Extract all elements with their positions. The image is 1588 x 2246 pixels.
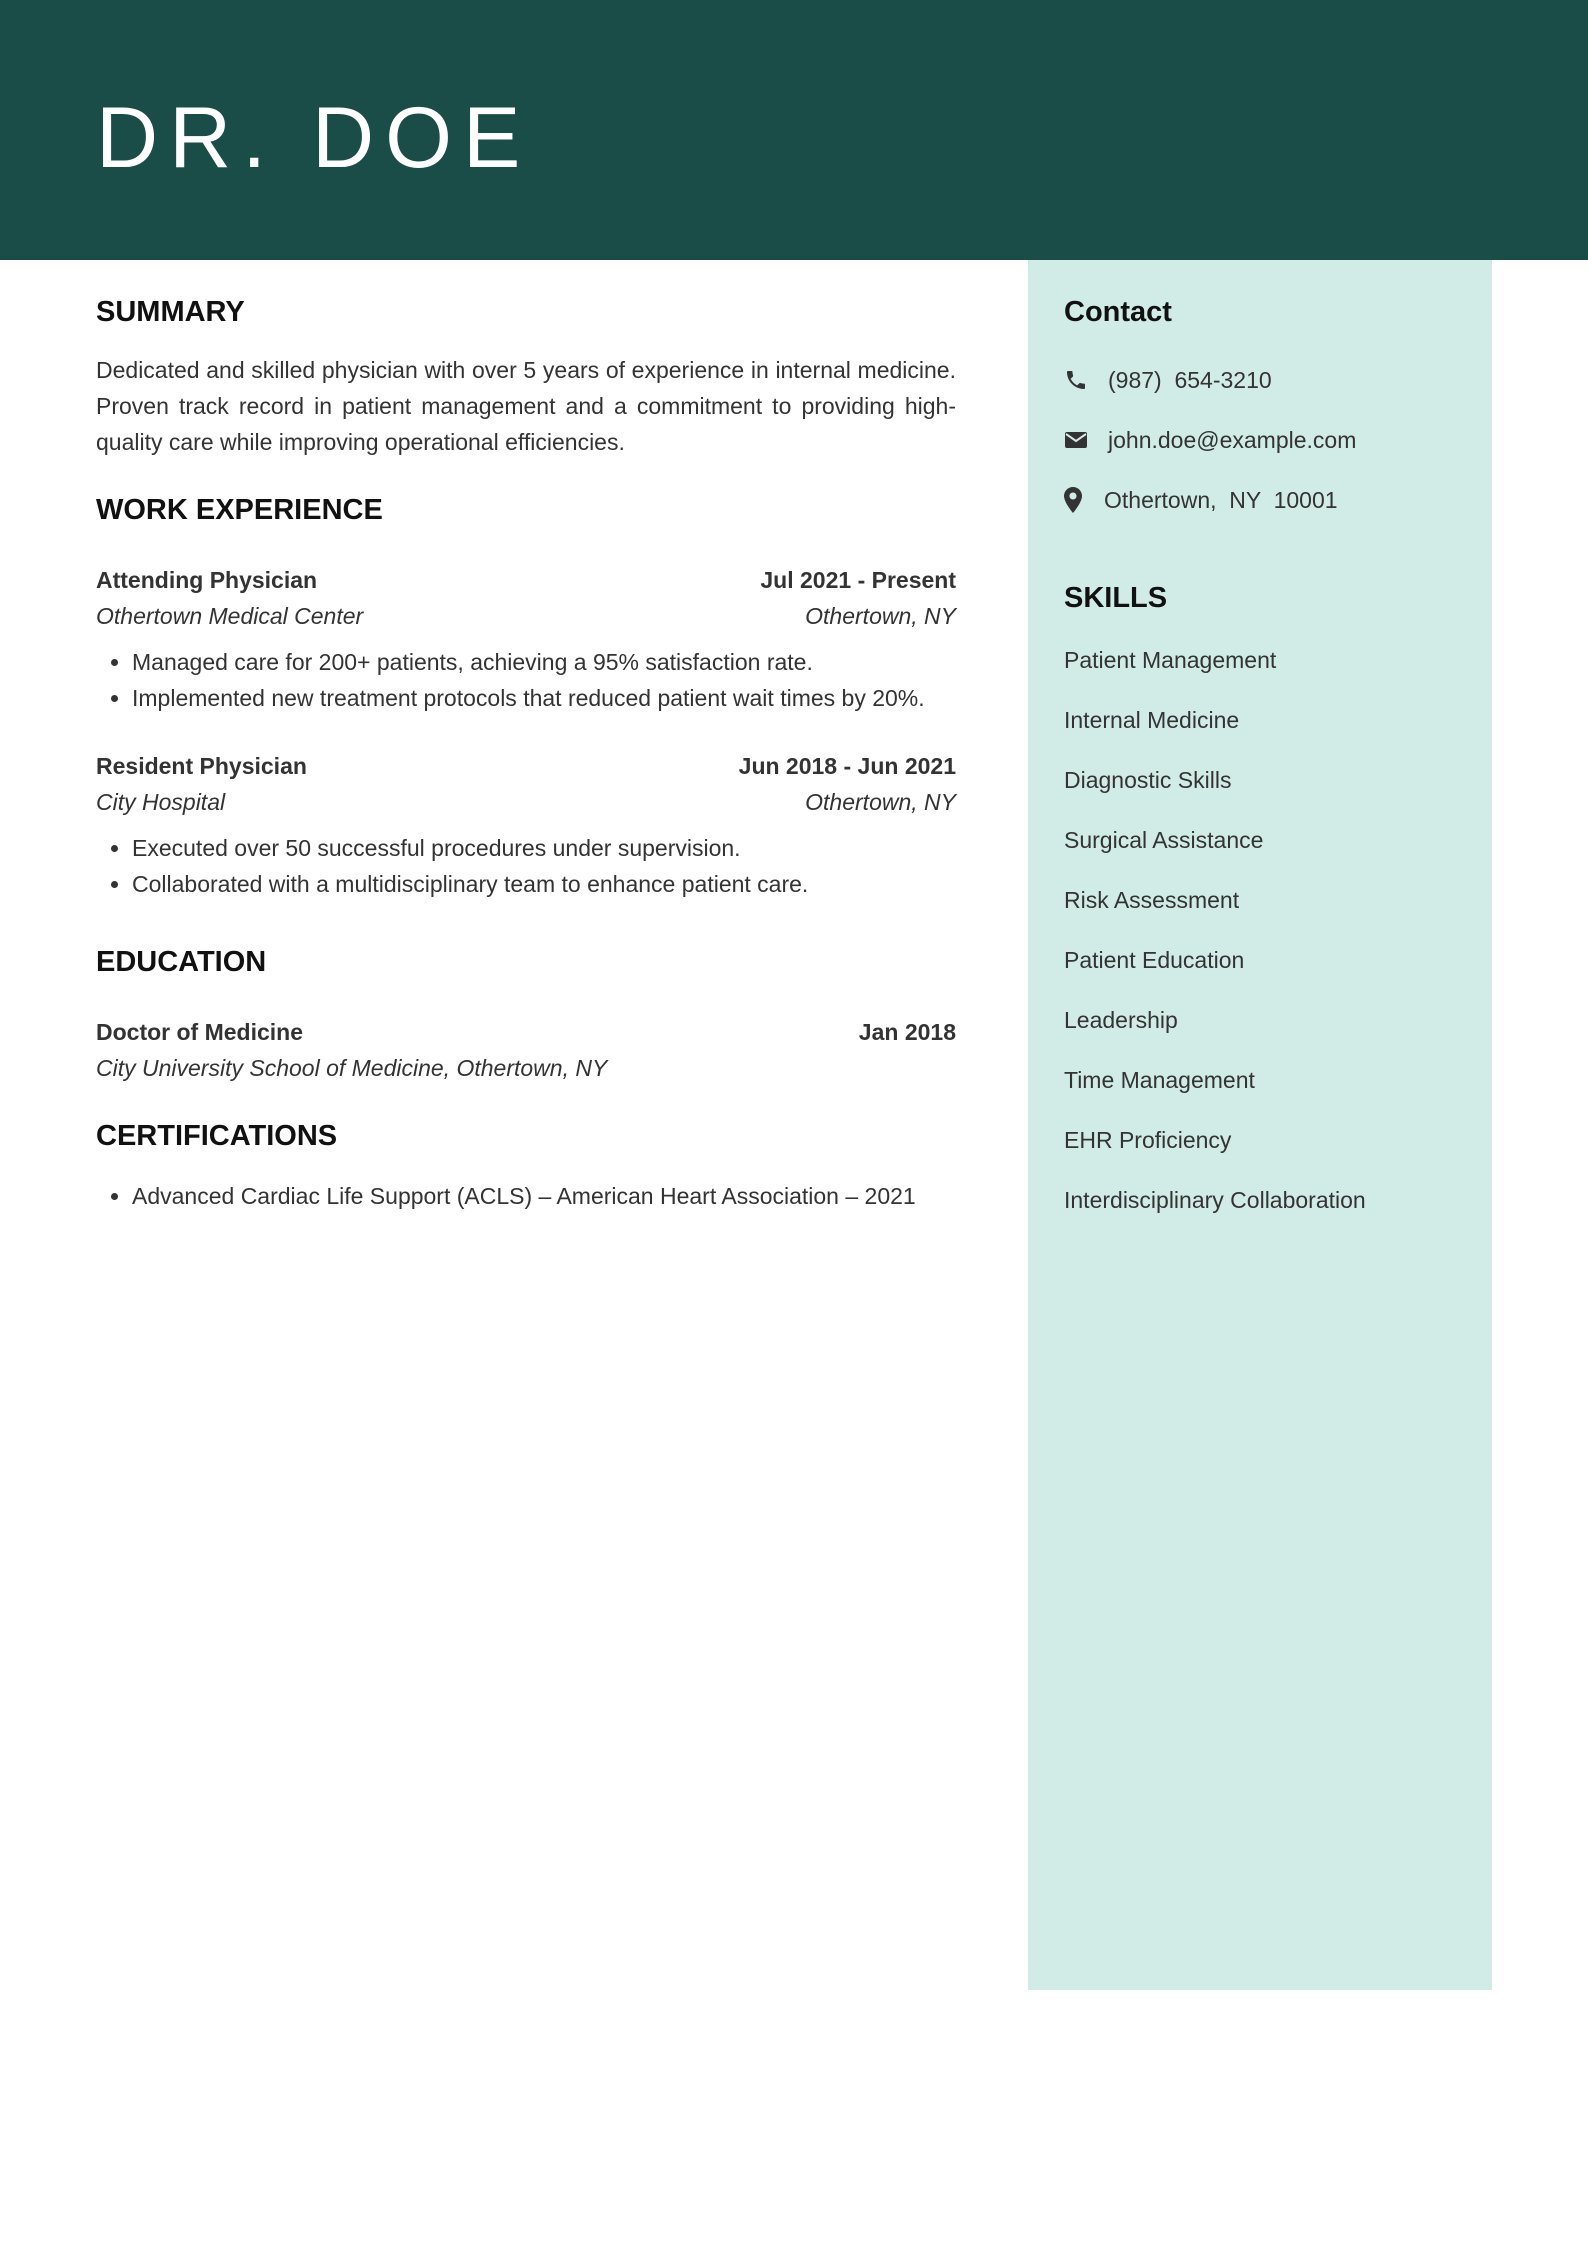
contact-address (1064, 470, 1484, 530)
work-experience-heading: WORK EXPERIENCE (96, 494, 383, 526)
summary-heading: SUMMARY (96, 296, 245, 328)
job-dates: Jun 2018 - Jun 2021 (738, 753, 956, 779)
summary-text: Dedicated and skilled physician with over 5 years of experience in internal medicine. Proven track record in patient management and a commitment to providing high-quality care while improving operational efficiencies. (96, 357, 956, 455)
degree-date: Jan 2018 (858, 1019, 956, 1045)
job-bullets (96, 830, 956, 902)
degree: Doctor of Medicine (96, 1019, 304, 1045)
job-entry (96, 562, 956, 716)
school: City University School of Medicine, Othertown, NY (96, 1055, 608, 1081)
job-employer: Othertown Medical Center (96, 603, 364, 629)
job-bullet: • Managed care for 200+ patients, achieving a 95% satisfaction rate. (132, 644, 956, 680)
job-bullet: • Implemented new treatment protocols that reduced patient wait times by 20%. (132, 680, 956, 716)
job-entry (96, 748, 956, 902)
contact-address-text: Othertown, NY 10001 (1104, 486, 1338, 513)
skills-heading: SKILLS (1064, 582, 1168, 614)
job-dates: Jul 2021 - Present (760, 567, 956, 593)
job-role: Attending Physician (96, 567, 318, 593)
contact-phone (1064, 350, 1484, 410)
skill-item: Patient Education (1064, 946, 1245, 973)
job-role: Resident Physician (96, 753, 307, 779)
contact-email (1064, 410, 1484, 470)
certifications-heading: CERTIFICATIONS (96, 1120, 338, 1152)
skill-item: Interdisciplinary Collaboration (1064, 1186, 1366, 1213)
education-heading: EDUCATION (96, 946, 267, 978)
job-bullet: • Executed over 50 successful procedures under supervision. (132, 830, 956, 866)
skill-item: Patient Management (1064, 646, 1277, 673)
job-location: Othertown, NY (805, 789, 956, 815)
map-marker-icon (1064, 487, 1104, 513)
job-employer: City Hospital (96, 789, 226, 815)
contact-heading: Contact (1064, 296, 1172, 328)
envelope-icon (1064, 430, 1108, 450)
skill-item: EHR Proficiency (1064, 1126, 1232, 1153)
job-bullet: • Collaborated with a multidisciplinary team to enhance patient care. (132, 866, 956, 902)
skills-list (1064, 630, 1484, 1230)
contact-list (1064, 350, 1484, 530)
resume-name: DR. DOE (96, 90, 532, 186)
certification-item: • Advanced Cardiac Life Support (ACLS) – American Heart Association – 2021 (132, 1178, 956, 1214)
certifications-list (96, 1178, 956, 1214)
job-bullets (96, 644, 956, 716)
skill-item: Risk Assessment (1064, 886, 1240, 913)
skill-item: Surgical Assistance (1064, 826, 1264, 853)
contact-email-text: john.doe@example.com (1108, 426, 1357, 453)
sidebar-content (1064, 292, 1484, 1230)
skill-item: Diagnostic Skills (1064, 766, 1232, 793)
header-banner (0, 0, 1588, 260)
skill-item: Internal Medicine (1064, 706, 1240, 733)
main-column (96, 292, 956, 1214)
contact-phone-text: (987) 654-3210 (1108, 366, 1272, 393)
phone-icon (1064, 368, 1108, 392)
education-entry (96, 1014, 956, 1086)
skill-item: Leadership (1064, 1006, 1178, 1033)
skill-item: Time Management (1064, 1066, 1255, 1093)
job-location: Othertown, NY (805, 603, 956, 629)
